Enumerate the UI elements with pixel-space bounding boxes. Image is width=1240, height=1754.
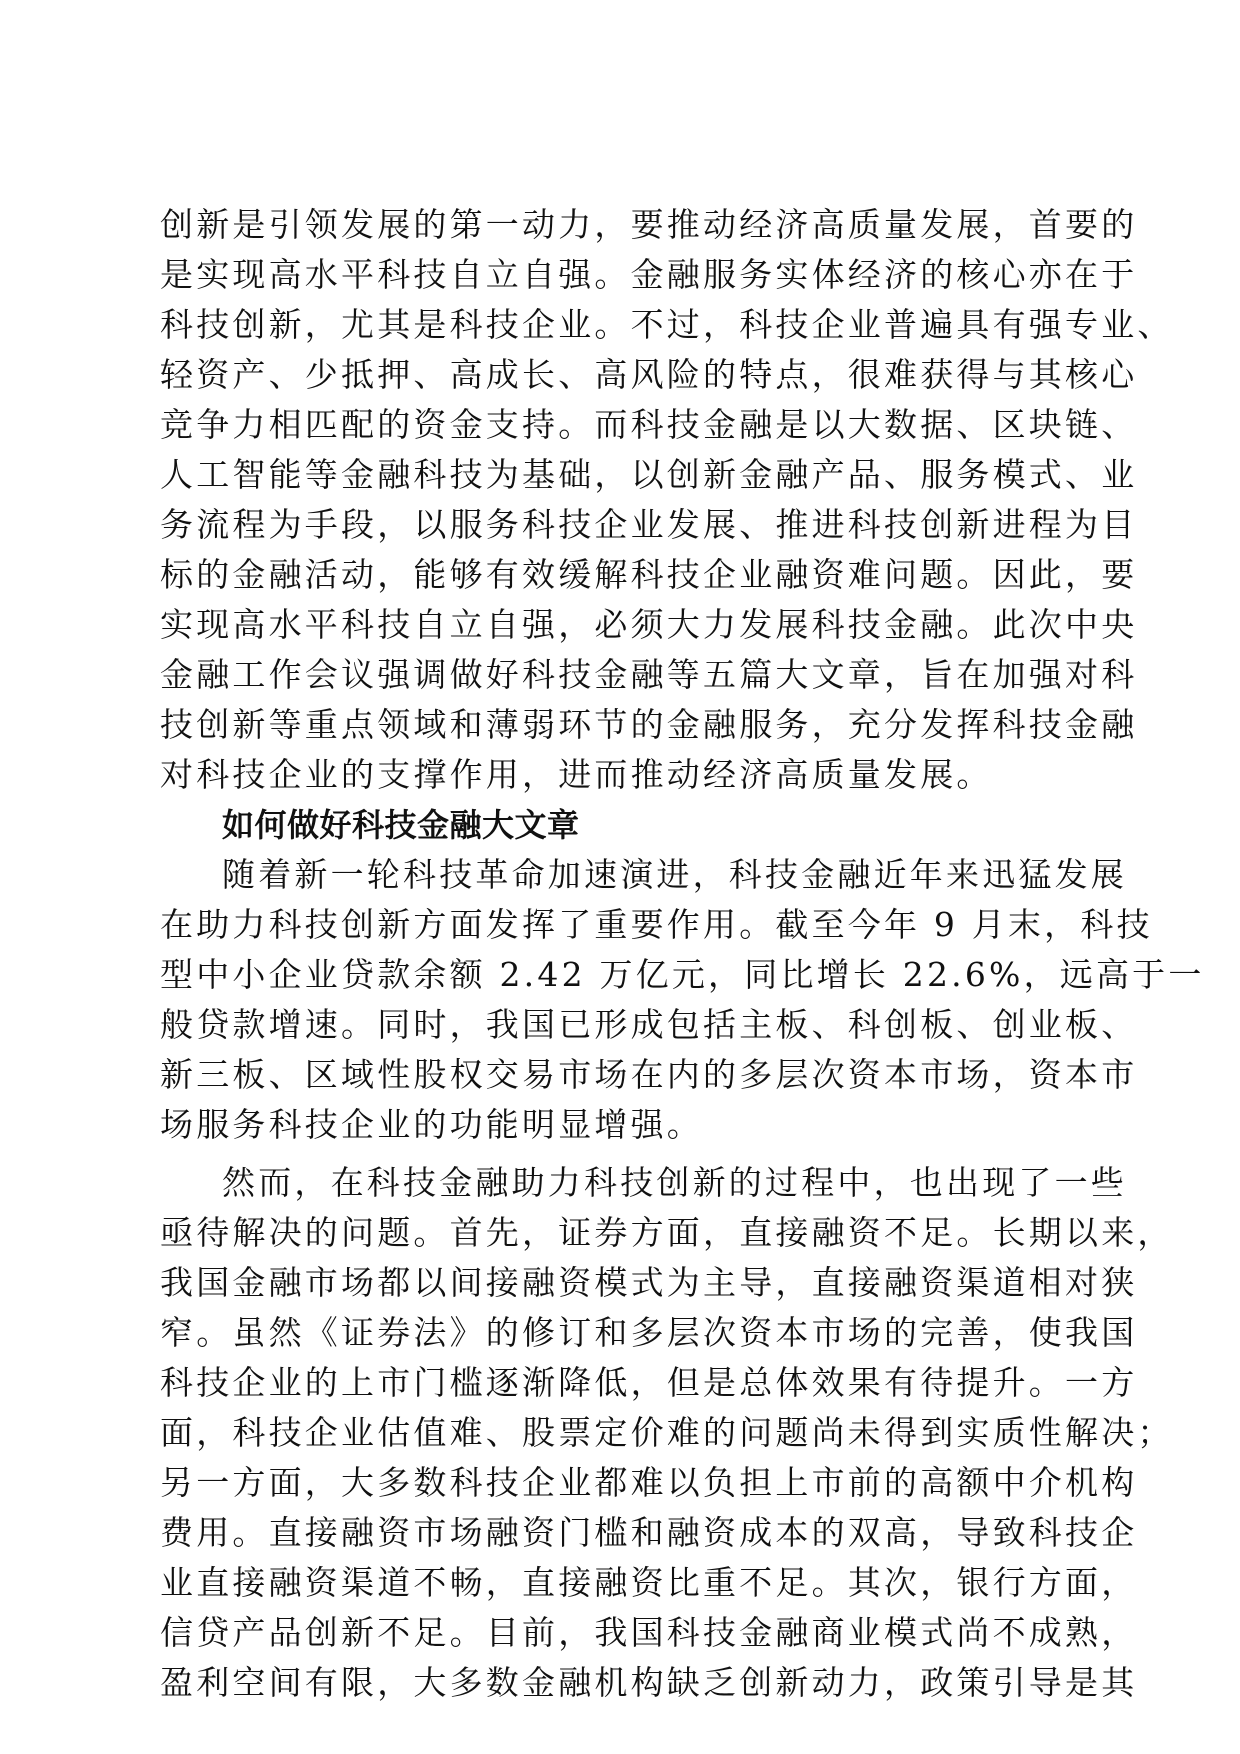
- text-line: 型中小企业贷款余额 2.42 万亿元，同比增长 22.6%，远高于一: [160, 955, 1205, 994]
- document-page: [160, 200, 1205, 1708]
- text-line: 随着新一轮科技革命加速演进，科技金融近年来迅猛发展: [222, 855, 1127, 894]
- section-heading: 如何做好科技金融大文章: [222, 806, 580, 844]
- paragraph-2: [160, 850, 1205, 1150]
- text-line: 亟待解决的问题。首先，证券方面，直接融资不足。长期以来，: [160, 1213, 1174, 1252]
- text-line: 轻资产、少抵押、高成长、高风险的特点，很难获得与其核心: [160, 355, 1138, 394]
- text-line: 竞争力相匹配的资金支持。而科技金融是以大数据、区块链、: [160, 405, 1138, 444]
- text-line: 盈利空间有限，大多数金融机构缺乏创新动力，政策引导是其: [160, 1663, 1138, 1702]
- text-line: 科技企业的上市门槛逐渐降低，但是总体效果有待提升。一方: [160, 1363, 1138, 1402]
- paragraph-3: [160, 1158, 1174, 1708]
- text-line: 业直接融资渠道不畅，直接融资比重不足。其次，银行方面，: [160, 1563, 1138, 1602]
- text-line: 在助力科技创新方面发挥了重要作用。截至今年 9 月末，科技: [160, 905, 1153, 944]
- text-line: 般贷款增速。同时，我国已形成包括主板、科创板、创业板、: [160, 1005, 1138, 1044]
- text-line: 场服务科技企业的功能明显增强。: [160, 1105, 703, 1144]
- text-line: 实现高水平科技自立自强，必须大力发展科技金融。此次中央: [160, 605, 1138, 644]
- text-line: 新三板、区域性股权交易市场在内的多层次资本市场，资本市: [160, 1055, 1138, 1094]
- text-line: 面，科技企业估值难、股票定价难的问题尚未得到实质性解决；: [160, 1413, 1174, 1452]
- text-line: 创新是引领发展的第一动力，要推动经济高质量发展，首要的: [160, 205, 1138, 244]
- text-line: 然而，在科技金融助力科技创新的过程中，也出现了一些: [222, 1163, 1127, 1202]
- text-line: 标的金融活动，能够有效缓解科技企业融资难问题。因此，要: [160, 555, 1138, 594]
- text-line: 窄。虽然《证券法》的修订和多层次资本市场的完善，使我国: [160, 1313, 1138, 1352]
- text-line: 人工智能等金融科技为基础，以创新金融产品、服务模式、业: [160, 455, 1138, 494]
- text-line: 金融工作会议强调做好科技金融等五篇大文章，旨在加强对科: [160, 655, 1138, 694]
- text-line: 我国金融市场都以间接融资模式为主导，直接融资渠道相对狭: [160, 1263, 1138, 1302]
- text-line: 务流程为手段，以服务科技企业发展、推进科技创新进程为目: [160, 505, 1138, 544]
- text-line: 信贷产品创新不足。目前，我国科技金融商业模式尚不成熟，: [160, 1613, 1138, 1652]
- text-line: 费用。直接融资市场融资门槛和融资成本的双高，导致科技企: [160, 1513, 1138, 1552]
- paragraph-1: [160, 200, 1174, 800]
- text-line: 技创新等重点领域和薄弱环节的金融服务，充分发挥科技金融: [160, 705, 1138, 744]
- text-line: 另一方面，大多数科技企业都难以负担上市前的高额中介机构: [160, 1463, 1138, 1502]
- text-line: 对科技企业的支撑作用，进而推动经济高质量发展。: [160, 755, 993, 794]
- text-line: 是实现高水平科技自立自强。金融服务实体经济的核心亦在于: [160, 255, 1138, 294]
- text-line: 科技创新，尤其是科技企业。不过，科技企业普遍具有强专业、: [160, 305, 1174, 344]
